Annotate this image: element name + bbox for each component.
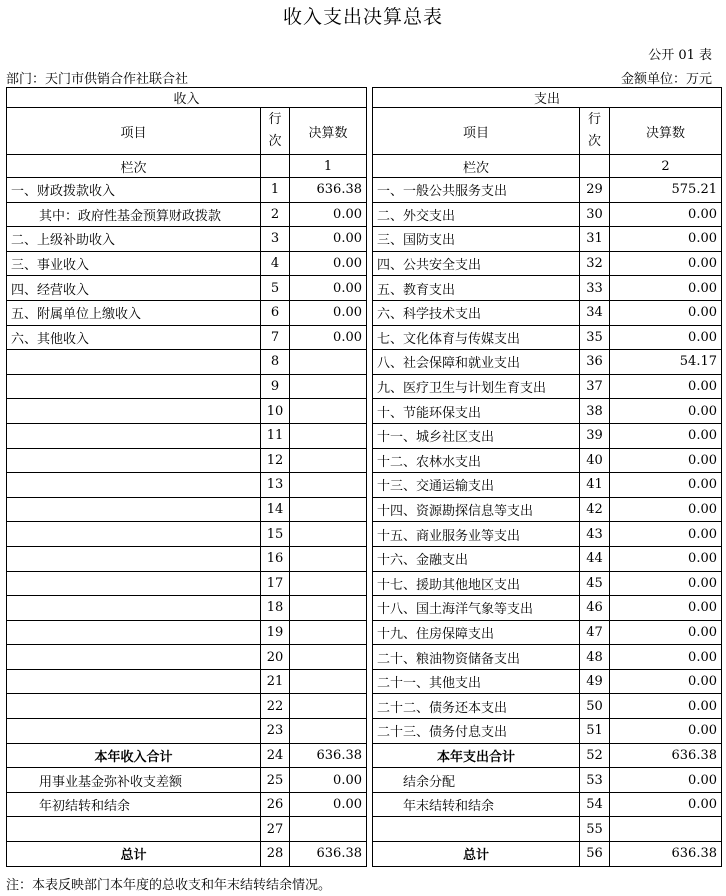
table-row (7, 743, 722, 768)
expense-amount-cell: 0.00 (610, 251, 722, 276)
income-item-cell: 总计 (7, 842, 261, 867)
expense-amount-cell: 0.00 (610, 645, 722, 670)
expense-line-no-cell: 30 (580, 202, 610, 227)
income-item-cell: 其中：政府性基金预算财政拨款 (7, 202, 261, 227)
income-item-cell (7, 374, 261, 399)
income-item-cell (7, 719, 261, 744)
income-line-no-cell: 1 (261, 178, 290, 203)
income-amount-cell (290, 669, 367, 694)
expense-item-cell: 九、医疗卫生与计划生育支出 (373, 374, 580, 399)
table-row (7, 842, 722, 867)
expense-amount-cell: 0.00 (610, 227, 722, 252)
expense-item-cell: 四、公共安全支出 (373, 251, 580, 276)
expense-item-cell: 十五、商业服务业等支出 (373, 522, 580, 547)
expense-amount-cell (610, 817, 722, 842)
income-item-cell (7, 817, 261, 842)
table-row (7, 473, 722, 498)
expense-line-no-cell: 55 (580, 817, 610, 842)
table-row (7, 669, 722, 694)
expense-line-no-cell: 37 (580, 374, 610, 399)
expense-line-no-cell: 34 (580, 300, 610, 325)
expense-lanci-blank (580, 155, 610, 178)
income-section-header: 收入 (7, 88, 367, 108)
table-row (7, 571, 722, 596)
expense-amount-cell: 636.38 (610, 842, 722, 867)
expense-item-cell: 二十一、其他支出 (373, 669, 580, 694)
income-item-cell (7, 669, 261, 694)
expense-amount-cell: 0.00 (610, 719, 722, 744)
expense-line-no-cell: 42 (580, 497, 610, 522)
income-line-no-cell: 2 (261, 202, 290, 227)
income-col-number: 1 (290, 155, 367, 178)
expense-amount-cell: 0.00 (610, 497, 722, 522)
income-line-no-cell: 11 (261, 423, 290, 448)
expense-item-header: 项目 (373, 108, 580, 155)
footnote: 注：本表反映部门本年度的总收支和年末结转结余情况。 (6, 878, 332, 893)
expense-item-cell: 十二、农林水支出 (373, 448, 580, 473)
expense-amount-cell: 0.00 (610, 300, 722, 325)
expense-item-cell (373, 817, 580, 842)
income-line-no-cell: 17 (261, 571, 290, 596)
income-amount-cell (290, 399, 367, 424)
income-amount-cell: 0.00 (290, 276, 367, 301)
expense-item-cell: 二十三、债务付息支出 (373, 719, 580, 744)
income-line-no-cell: 8 (261, 350, 290, 375)
table-row (7, 817, 722, 842)
expense-col-number: 2 (610, 155, 722, 178)
income-item-cell (7, 399, 261, 424)
income-amount-cell (290, 694, 367, 719)
income-item-cell: 用事业基金弥补收支差额 (7, 768, 261, 793)
table-row (7, 276, 722, 301)
expense-amount-cell: 0.00 (610, 768, 722, 793)
income-item-header: 项目 (7, 108, 261, 155)
expense-amount-cell: 0.00 (610, 423, 722, 448)
income-amount-cell (290, 350, 367, 375)
table-row (7, 374, 722, 399)
table-row (7, 227, 722, 252)
table-row (7, 399, 722, 424)
income-line-no-cell: 10 (261, 399, 290, 424)
expense-lanci-label: 栏次 (373, 155, 580, 178)
table-row (7, 546, 722, 571)
department-label: 部门：天门市供销合作社联合社 (6, 72, 189, 87)
expense-line-no-cell: 53 (580, 768, 610, 793)
income-item-cell: 本年收入合计 (7, 743, 261, 768)
income-item-cell: 二、上级补助收入 (7, 227, 261, 252)
income-amount-cell: 636.38 (290, 178, 367, 203)
expense-item-cell: 二十二、债务还本支出 (373, 694, 580, 719)
table-row (7, 448, 722, 473)
expense-item-cell: 十九、住房保障支出 (373, 620, 580, 645)
income-item-cell: 四、经营收入 (7, 276, 261, 301)
income-item-cell (7, 571, 261, 596)
expense-item-cell: 二、外交支出 (373, 202, 580, 227)
expense-amount-cell: 0.00 (610, 473, 722, 498)
expense-amount-cell: 575.21 (610, 178, 722, 203)
expense-item-cell: 十四、资源勘探信息等支出 (373, 497, 580, 522)
expense-line-no-header: 行次 (580, 108, 610, 155)
income-item-cell (7, 522, 261, 547)
expense-line-no-cell: 43 (580, 522, 610, 547)
income-line-no-cell: 4 (261, 251, 290, 276)
income-item-cell (7, 546, 261, 571)
expense-amount-cell: 0.00 (610, 448, 722, 473)
income-amount-cell (290, 522, 367, 547)
expense-line-no-cell: 40 (580, 448, 610, 473)
income-amount-cell (290, 497, 367, 522)
income-amount-cell (290, 448, 367, 473)
expense-line-no-cell: 54 (580, 792, 610, 817)
expense-line-no-cell: 41 (580, 473, 610, 498)
income-amount-cell (290, 817, 367, 842)
expense-amount-cell: 0.00 (610, 546, 722, 571)
income-amount-cell: 636.38 (290, 842, 367, 867)
table-row (7, 497, 722, 522)
expense-line-no-cell: 36 (580, 350, 610, 375)
income-line-no-header: 行次 (261, 108, 290, 155)
expense-line-no-cell: 44 (580, 546, 610, 571)
income-lanci-blank (261, 155, 290, 178)
income-line-no-cell: 5 (261, 276, 290, 301)
expense-section-header: 支出 (373, 88, 722, 108)
expense-item-cell: 十八、国土海洋气象等支出 (373, 596, 580, 621)
income-amount-cell (290, 719, 367, 744)
income-amount-cell (290, 473, 367, 498)
income-amount-header: 决算数 (290, 108, 367, 155)
income-line-no-cell: 23 (261, 719, 290, 744)
table-row (7, 719, 722, 744)
income-line-no-cell: 22 (261, 694, 290, 719)
expense-item-cell: 三、国防支出 (373, 227, 580, 252)
expense-line-no-cell: 31 (580, 227, 610, 252)
table-row (7, 768, 722, 793)
expense-item-cell: 年末结转和结余 (373, 792, 580, 817)
expense-amount-cell: 0.00 (610, 202, 722, 227)
income-amount-cell: 636.38 (290, 743, 367, 768)
income-line-no-cell: 20 (261, 645, 290, 670)
income-amount-cell (290, 596, 367, 621)
form-code: 公开 01 表 (648, 48, 712, 63)
income-amount-cell (290, 423, 367, 448)
income-item-cell (7, 473, 261, 498)
expense-item-cell: 七、文化体育与传媒支出 (373, 325, 580, 350)
expense-amount-cell: 0.00 (610, 620, 722, 645)
expense-item-cell: 八、社会保障和就业支出 (373, 350, 580, 375)
income-line-no-cell: 27 (261, 817, 290, 842)
expense-item-cell: 十七、援助其他地区支出 (373, 571, 580, 596)
expense-line-no-cell: 35 (580, 325, 610, 350)
income-amount-cell: 0.00 (290, 325, 367, 350)
expense-amount-cell: 0.00 (610, 792, 722, 817)
income-line-no-cell: 25 (261, 768, 290, 793)
unit-label: 金额单位：万元 (620, 72, 712, 87)
income-amount-cell: 0.00 (290, 227, 367, 252)
page-title: 收入支出决算总表 (282, 6, 443, 28)
income-line-no-cell: 21 (261, 669, 290, 694)
expense-line-no-cell: 32 (580, 251, 610, 276)
income-item-cell (7, 620, 261, 645)
income-item-cell (7, 694, 261, 719)
expense-item-cell: 六、科学技术支出 (373, 300, 580, 325)
income-item-cell (7, 645, 261, 670)
expense-amount-cell: 0.00 (610, 694, 722, 719)
income-amount-cell: 0.00 (290, 251, 367, 276)
income-lanci-label: 栏次 (7, 155, 261, 178)
expense-item-cell: 总计 (373, 842, 580, 867)
table-row (7, 423, 722, 448)
table-row (7, 350, 722, 375)
expense-item-cell: 十、节能环保支出 (373, 399, 580, 424)
table-row (7, 325, 722, 350)
table-body (7, 178, 722, 867)
income-line-no-cell: 12 (261, 448, 290, 473)
income-amount-cell (290, 571, 367, 596)
table-row (7, 522, 722, 547)
income-item-cell: 年初结转和结余 (7, 792, 261, 817)
expense-amount-cell: 54.17 (610, 350, 722, 375)
expense-amount-cell: 0.00 (610, 596, 722, 621)
table-row (7, 202, 722, 227)
table-row (7, 620, 722, 645)
income-item-cell (7, 423, 261, 448)
expense-amount-cell: 0.00 (610, 325, 722, 350)
expense-line-no-cell: 29 (580, 178, 610, 203)
table-row (7, 645, 722, 670)
income-item-cell (7, 497, 261, 522)
income-amount-cell (290, 645, 367, 670)
expense-amount-cell: 0.00 (610, 522, 722, 547)
income-amount-cell (290, 620, 367, 645)
income-line-no-cell: 6 (261, 300, 290, 325)
expense-item-cell: 一、一般公共服务支出 (373, 178, 580, 203)
expense-amount-cell: 0.00 (610, 669, 722, 694)
expense-amount-cell: 0.00 (610, 374, 722, 399)
expense-line-no-cell: 51 (580, 719, 610, 744)
expense-line-no-cell: 48 (580, 645, 610, 670)
expense-item-cell: 十一、城乡社区支出 (373, 423, 580, 448)
income-amount-cell: 0.00 (290, 792, 367, 817)
income-line-no-cell: 14 (261, 497, 290, 522)
income-amount-cell: 0.00 (290, 768, 367, 793)
income-amount-cell (290, 374, 367, 399)
expense-item-cell: 本年支出合计 (373, 743, 580, 768)
table-row (7, 596, 722, 621)
income-item-cell (7, 350, 261, 375)
expense-item-cell: 十三、交通运输支出 (373, 473, 580, 498)
table-row (7, 300, 722, 325)
income-item-cell: 六、其他收入 (7, 325, 261, 350)
expense-item-cell: 十六、金融支出 (373, 546, 580, 571)
income-line-no-cell: 13 (261, 473, 290, 498)
table-row (7, 178, 722, 203)
income-line-no-cell: 28 (261, 842, 290, 867)
expense-line-no-cell: 47 (580, 620, 610, 645)
income-line-no-cell: 26 (261, 792, 290, 817)
expense-line-no-cell: 38 (580, 399, 610, 424)
income-amount-cell: 0.00 (290, 300, 367, 325)
expense-item-cell: 五、教育支出 (373, 276, 580, 301)
income-amount-cell: 0.00 (290, 202, 367, 227)
expense-amount-header: 决算数 (610, 108, 722, 155)
income-line-no-cell: 18 (261, 596, 290, 621)
expense-amount-cell: 0.00 (610, 399, 722, 424)
income-item-cell: 一、财政拨款收入 (7, 178, 261, 203)
expense-item-cell: 二十、粮油物资储备支出 (373, 645, 580, 670)
expense-amount-cell: 0.00 (610, 571, 722, 596)
table-row (7, 251, 722, 276)
expense-amount-cell: 0.00 (610, 276, 722, 301)
expense-amount-cell: 636.38 (610, 743, 722, 768)
table-row (7, 792, 722, 817)
expense-line-no-cell: 49 (580, 669, 610, 694)
income-item-cell: 五、附属单位上缴收入 (7, 300, 261, 325)
income-line-no-cell: 3 (261, 227, 290, 252)
expense-line-no-cell: 33 (580, 276, 610, 301)
expense-item-cell: 结余分配 (373, 768, 580, 793)
expense-line-no-cell: 46 (580, 596, 610, 621)
expense-line-no-cell: 52 (580, 743, 610, 768)
expense-line-no-cell: 39 (580, 423, 610, 448)
income-line-no-cell: 24 (261, 743, 290, 768)
income-line-no-cell: 9 (261, 374, 290, 399)
income-item-cell: 三、事业收入 (7, 251, 261, 276)
income-amount-cell (290, 546, 367, 571)
income-line-no-cell: 15 (261, 522, 290, 547)
income-line-no-cell: 19 (261, 620, 290, 645)
expense-line-no-cell: 45 (580, 571, 610, 596)
income-line-no-cell: 16 (261, 546, 290, 571)
income-expense-table (6, 87, 722, 867)
table-row (7, 694, 722, 719)
income-item-cell (7, 448, 261, 473)
summary-table-container (6, 87, 721, 867)
income-item-cell (7, 596, 261, 621)
income-line-no-cell: 7 (261, 325, 290, 350)
expense-line-no-cell: 50 (580, 694, 610, 719)
expense-line-no-cell: 56 (580, 842, 610, 867)
